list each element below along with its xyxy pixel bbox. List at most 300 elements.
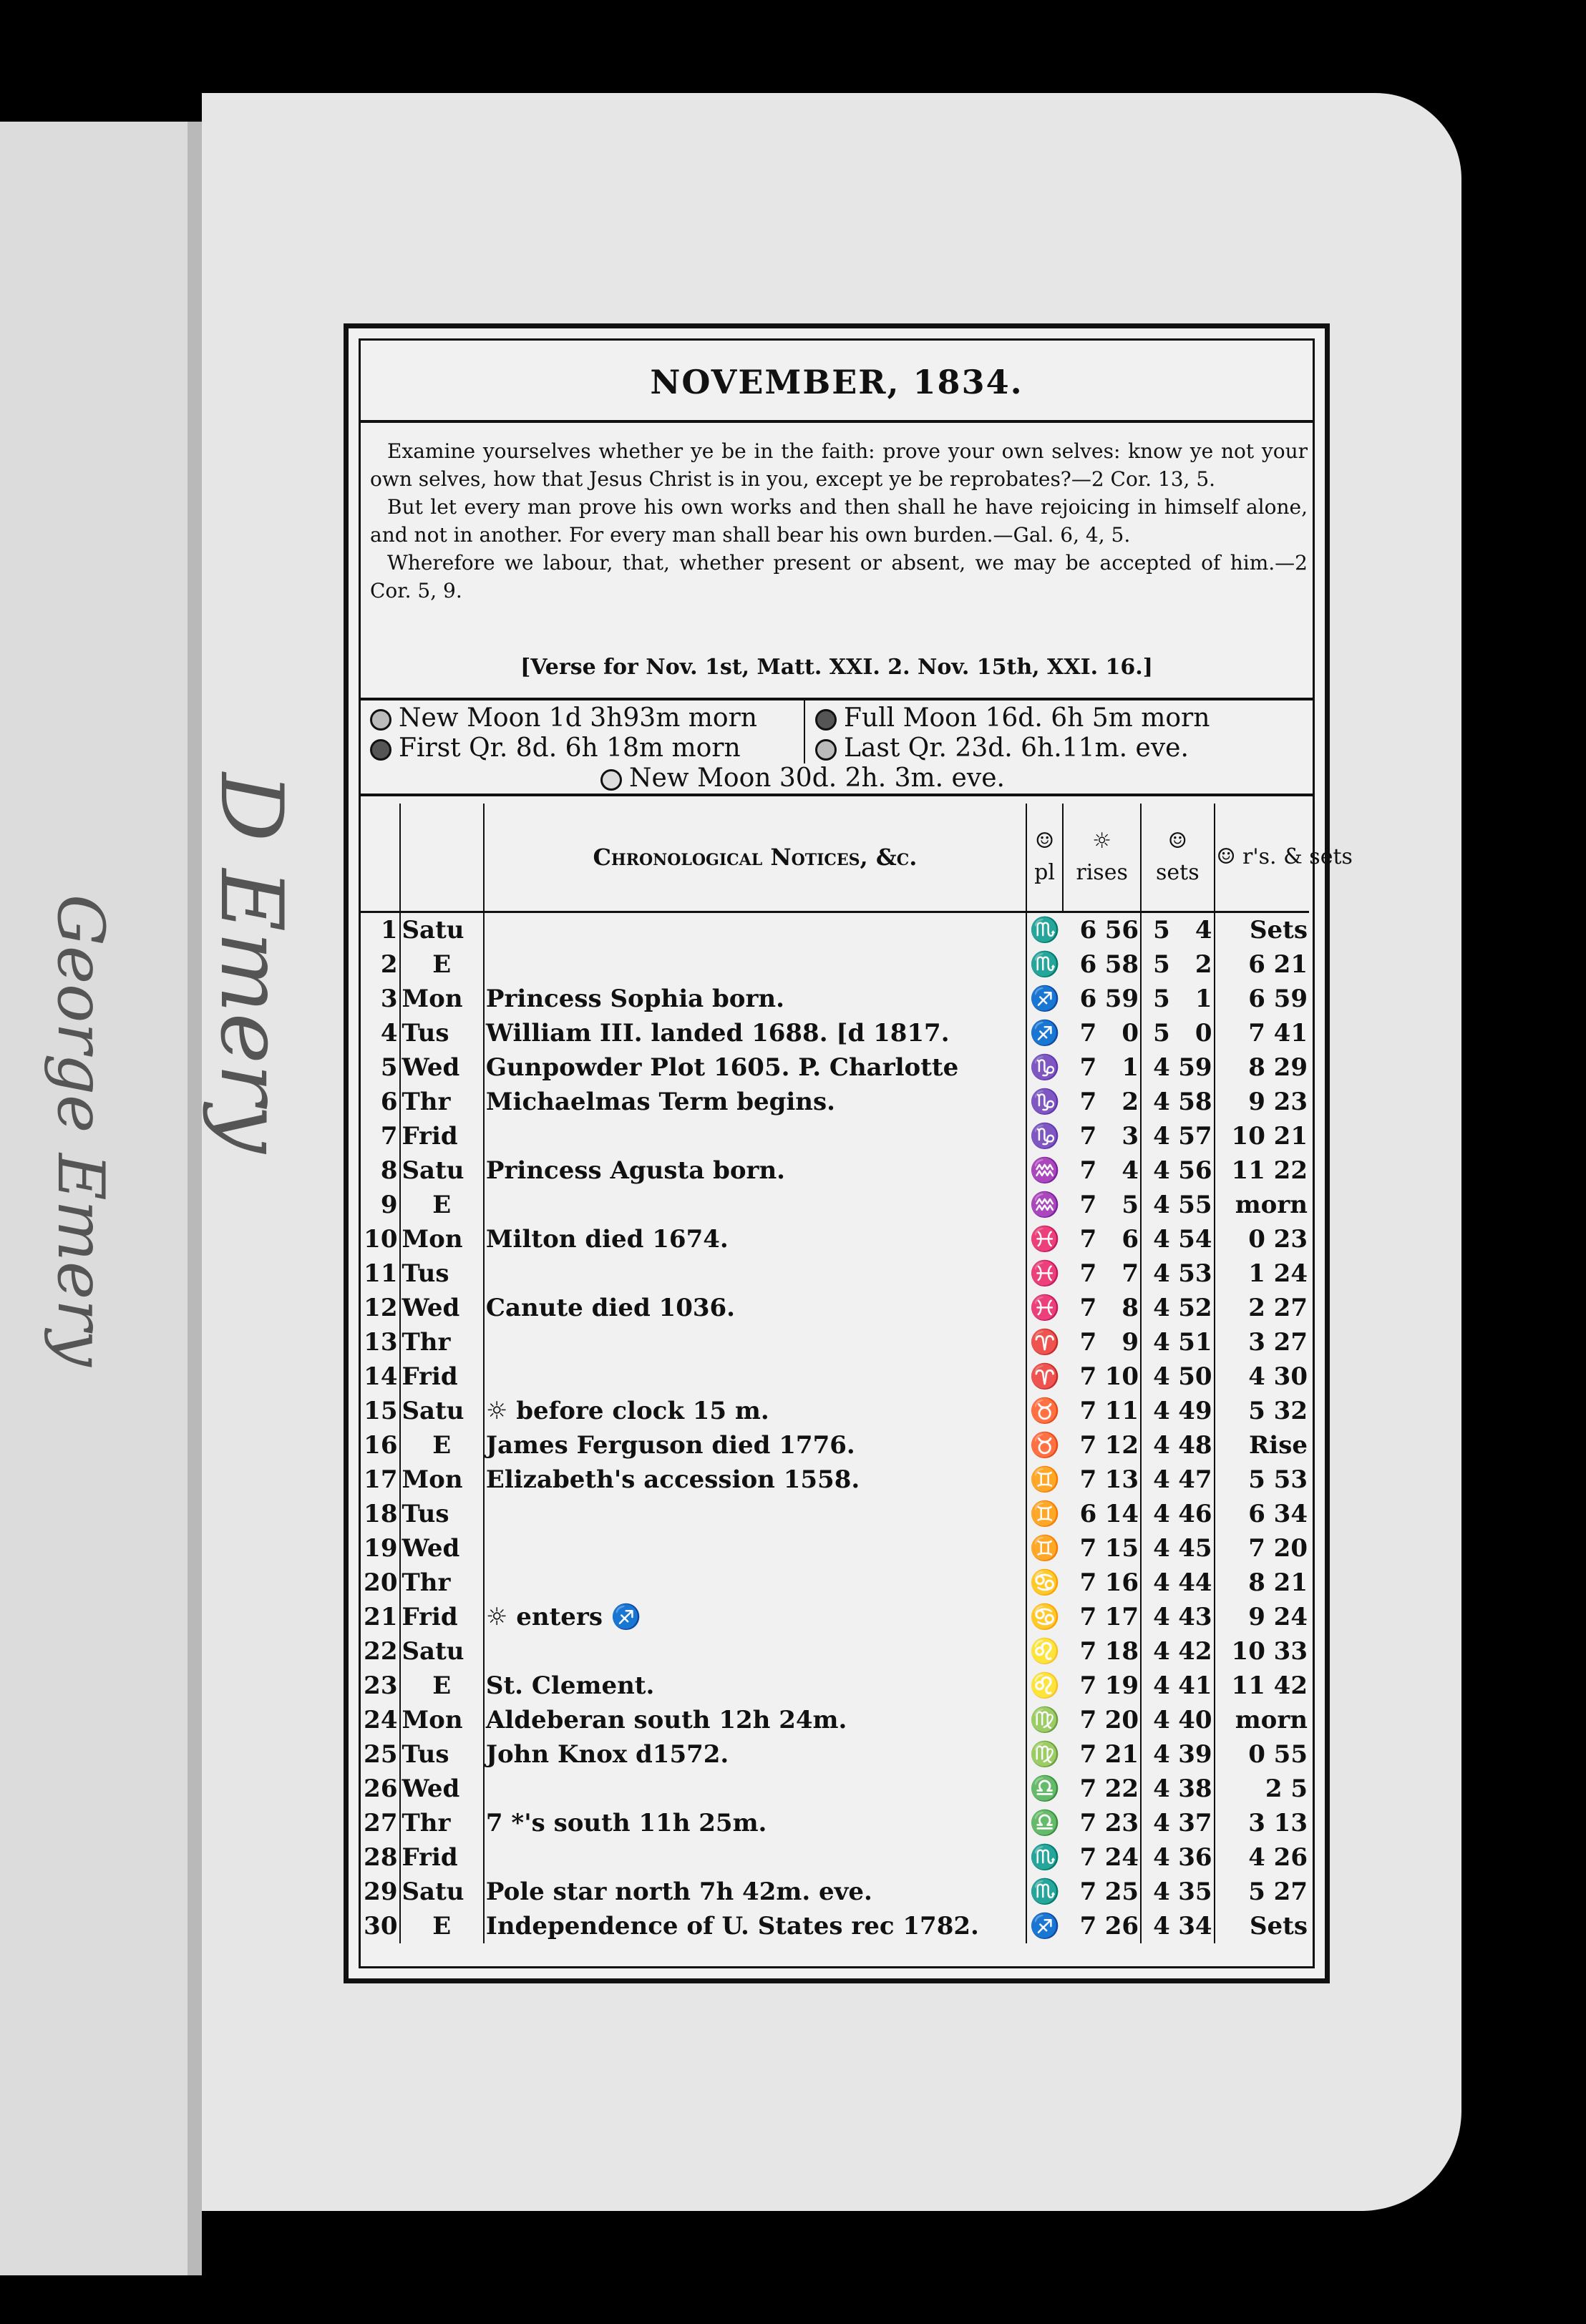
sun-rises-minute: 14	[1104, 1500, 1139, 1528]
sun-rises-minute: 7	[1122, 1259, 1139, 1288]
weekday: Satu	[400, 912, 484, 948]
sun-sets-hour: 4	[1141, 1840, 1172, 1875]
sun-rises-minute: 18	[1104, 1637, 1139, 1666]
moon-rises-sets: Sets	[1215, 912, 1309, 948]
day-number: 24	[364, 1706, 398, 1734]
sun-sets-minute: 38	[1178, 1774, 1212, 1803]
sun-rises-minute: 23	[1104, 1809, 1139, 1837]
table-row	[360, 1428, 1309, 1463]
day-number: 28	[364, 1843, 398, 1872]
table-row	[360, 1840, 1309, 1875]
notice: St. Clement.	[484, 1669, 1026, 1703]
notice: Elizabeth's accession 1558.	[484, 1463, 1026, 1497]
moon-rises-sets: 6 34	[1215, 1497, 1309, 1531]
weekday: Satu	[400, 1153, 484, 1188]
sun-rises-minute: 12	[1104, 1431, 1139, 1460]
day-number: 22	[364, 1637, 398, 1666]
sun-sets-minute: 2	[1195, 950, 1212, 979]
day-number: 18	[364, 1500, 398, 1528]
notice	[484, 1772, 1026, 1806]
moon-rises-sets: 2 5	[1215, 1772, 1309, 1806]
sun-rises-hour: 7	[1079, 1397, 1097, 1425]
sun-rises-hour: 7	[1079, 1328, 1097, 1357]
moon-sign: ♉	[1026, 1428, 1063, 1463]
sun-rises-hour: 6	[1079, 1500, 1097, 1528]
sun-rises-minute: 17	[1104, 1603, 1139, 1631]
sun-rises-hour: 7	[1079, 1774, 1097, 1803]
moon-rises-sets: 7 20	[1215, 1531, 1309, 1566]
table-row	[360, 1325, 1309, 1359]
moon-rises-sets: 11 22	[1215, 1153, 1309, 1188]
weekday: Tus	[400, 1737, 484, 1772]
table-row	[360, 1256, 1309, 1291]
sun-rises-minute: 20	[1104, 1706, 1139, 1734]
moon-rises-sets: 5 53	[1215, 1463, 1309, 1497]
moon-rises-sets: 4 26	[1215, 1840, 1309, 1875]
sun-sets-hour: 4	[1141, 1806, 1172, 1840]
sun-rises-minute: 1	[1122, 1053, 1139, 1082]
sun-sets-minute: 46	[1178, 1500, 1212, 1528]
day-number: 6	[380, 1088, 398, 1116]
day-number: 4	[380, 1019, 398, 1048]
table-row	[360, 1737, 1309, 1772]
sun-sets-hour: 4	[1141, 1291, 1172, 1325]
moon-sign: ♊	[1026, 1497, 1063, 1531]
verse-1: Examine yourselves whether ye be in the faith: prove your own selves: know ye not your own selves, how that Jesus Christ is in you, except ye be reprobates?—2 Cor. 13, 5.	[370, 439, 1308, 491]
table-row	[360, 1085, 1309, 1119]
sun-rises-hour: 7	[1079, 1088, 1097, 1116]
moon-sign: ♋	[1026, 1566, 1063, 1600]
sun-sets-minute: 36	[1178, 1843, 1212, 1872]
book-spine	[188, 122, 202, 2275]
sun-rises-minute: 3	[1122, 1122, 1139, 1151]
day-number: 26	[364, 1774, 398, 1803]
day-number: 2	[380, 950, 398, 979]
sun-rises-hour: 7	[1079, 1156, 1097, 1185]
sun-rises-minute: 16	[1104, 1568, 1139, 1597]
header-rises: ☼ rises	[1063, 804, 1141, 912]
weekday: Satu	[400, 1634, 484, 1669]
weekday: Tus	[400, 1016, 484, 1050]
sun-sets-hour: 4	[1141, 1909, 1172, 1943]
day-number: 10	[364, 1225, 398, 1254]
sun-rises-minute: 2	[1122, 1088, 1139, 1116]
table-row	[360, 1188, 1309, 1222]
sun-rises-hour: 7	[1079, 1465, 1097, 1494]
sun-rises-minute: 25	[1104, 1878, 1139, 1906]
calendar-frame	[344, 323, 1353, 1983]
moon-sign: ♊	[1026, 1463, 1063, 1497]
moon-sign: ♊	[1026, 1531, 1063, 1566]
weekday: E	[400, 1669, 484, 1703]
sun-rises-hour: 7	[1079, 1053, 1097, 1082]
calendar-table	[360, 804, 1353, 1943]
weekday: Frid	[400, 1840, 484, 1875]
weekday: Frid	[400, 1359, 484, 1394]
day-number: 29	[364, 1878, 398, 1906]
notice: Canute died 1036.	[484, 1291, 1026, 1325]
sun-sets-minute: 54	[1178, 1225, 1212, 1254]
sun-rises-hour: 7	[1079, 1706, 1097, 1734]
moon-sign: ♑	[1026, 1085, 1063, 1119]
moon-rises-sets: 8 21	[1215, 1566, 1309, 1600]
sun-sets-minute: 0	[1195, 1019, 1212, 1048]
moon-sign: ♉	[1026, 1394, 1063, 1428]
notice	[484, 947, 1026, 982]
sun-sets-minute: 51	[1178, 1328, 1212, 1357]
phase-first-quarter: First Qr. 8d. 6h 18m morn	[370, 733, 741, 763]
sun-sets-minute: 44	[1178, 1568, 1212, 1597]
moon-rises-sets: 0 55	[1215, 1737, 1309, 1772]
weekday: Satu	[400, 1875, 484, 1909]
sun-sets-minute: 43	[1178, 1603, 1212, 1631]
sun-rises-hour: 6	[1079, 985, 1097, 1013]
sun-sets-hour: 4	[1141, 1119, 1172, 1153]
moon-phases	[360, 698, 1313, 796]
moon-sign: ♐	[1026, 1909, 1063, 1943]
table-row	[360, 1119, 1309, 1153]
sun-rises-minute: 5	[1122, 1191, 1139, 1219]
phase-new-moon-2: New Moon 30d. 2h. 3m. eve.	[600, 763, 1005, 793]
moon-rises-sets: 10 33	[1215, 1634, 1309, 1669]
notice	[484, 1325, 1026, 1359]
moon-rises-sets: 7 41	[1215, 1016, 1309, 1050]
day-number: 3	[380, 985, 398, 1013]
moon-rises-sets: 5 32	[1215, 1394, 1309, 1428]
table-row	[360, 1222, 1309, 1256]
moon-sign: ♎	[1026, 1806, 1063, 1840]
sun-rises-minute: 4	[1122, 1156, 1139, 1185]
new-moon-face-icon	[600, 769, 622, 791]
moon-sign: ♎	[1026, 1772, 1063, 1806]
sun-rises-hour: 7	[1079, 1534, 1097, 1563]
table-row	[360, 1600, 1309, 1634]
day-number: 25	[364, 1740, 398, 1769]
title-rule	[360, 420, 1313, 423]
phase-last-quarter: Last Qr. 23d. 6h.11m. eve.	[815, 733, 1189, 763]
table-row	[360, 912, 1309, 948]
sun-sets-hour: 5	[1141, 912, 1172, 948]
moon-sign: ♏	[1026, 1840, 1063, 1875]
verse-2: But let every man prove his own works and then shall he have rejoicing in himself alone, and not in another. For every man shall bear his own burden.—Gal. 6, 4, 5.	[370, 495, 1308, 547]
sun-rises-minute: 0	[1122, 1019, 1139, 1048]
notice	[484, 1497, 1026, 1531]
moon-sign: ♑	[1026, 1119, 1063, 1153]
moon-sign: ♍	[1026, 1737, 1063, 1772]
notice	[484, 1359, 1026, 1394]
weekday: Satu	[400, 1394, 484, 1428]
sun-sets-minute: 4	[1195, 916, 1212, 944]
day-number: 12	[364, 1294, 398, 1322]
sun-sets-icon: ☺	[1167, 829, 1187, 854]
sun-rises-minute: 58	[1104, 950, 1139, 979]
sun-rises-hour: 7	[1079, 1294, 1097, 1322]
moon-rises-sets: 9 24	[1215, 1600, 1309, 1634]
header-notices: Chronological Notices, &c.	[484, 804, 1026, 912]
first-quarter-icon	[370, 739, 391, 761]
sun-sets-hour: 4	[1141, 1531, 1172, 1566]
sun-sets-minute: 55	[1178, 1191, 1212, 1219]
sun-sets-hour: 4	[1141, 1600, 1172, 1634]
phase-divider	[804, 700, 805, 763]
sun-sets-hour: 4	[1141, 1188, 1172, 1222]
moon-sign: ♌	[1026, 1669, 1063, 1703]
day-number: 15	[364, 1397, 398, 1425]
notice: John Knox d1572.	[484, 1737, 1026, 1772]
day-number: 17	[364, 1465, 398, 1494]
sun-sets-hour: 4	[1141, 1325, 1172, 1359]
moon-sign: ♓	[1026, 1256, 1063, 1291]
header-sets: ☺ sets	[1141, 804, 1215, 912]
weekday: E	[400, 947, 484, 982]
weekday: Tus	[400, 1497, 484, 1531]
table-row	[360, 1497, 1309, 1531]
sun-sets-minute: 47	[1178, 1465, 1212, 1494]
sun-rises-hour: 7	[1079, 1603, 1097, 1631]
day-number: 11	[364, 1259, 398, 1288]
sun-rises-hour: 7	[1079, 1912, 1097, 1940]
sun-sets-minute: 35	[1178, 1878, 1212, 1906]
moon-header-icon: ☺	[1035, 829, 1054, 854]
notice: William III. landed 1688. [d 1817.	[484, 1016, 1026, 1050]
moon-rises-sets: 9 23	[1215, 1085, 1309, 1119]
moon-rises-sets: 2 27	[1215, 1291, 1309, 1325]
table-row	[360, 1772, 1309, 1806]
sun-sets-minute: 50	[1178, 1362, 1212, 1391]
day-number: 14	[364, 1362, 398, 1391]
sun-sets-minute: 37	[1178, 1809, 1212, 1837]
notice: Gunpowder Plot 1605. P. Charlotte	[484, 1050, 1026, 1085]
weekday: Wed	[400, 1050, 484, 1085]
table-row	[360, 1875, 1309, 1909]
weekday: Mon	[400, 1703, 484, 1737]
sun-rises-minute: 13	[1104, 1465, 1139, 1494]
sun-rises-minute: 22	[1104, 1774, 1139, 1803]
sun-sets-hour: 4	[1141, 1463, 1172, 1497]
moon-rises-sets: 1 24	[1215, 1256, 1309, 1291]
notice: 7 *'s south 11h 25m.	[484, 1806, 1026, 1840]
moon-rises-sets: Sets	[1215, 1909, 1309, 1943]
moon-rises-sets: 5 27	[1215, 1875, 1309, 1909]
sun-rises-minute: 9	[1122, 1328, 1139, 1357]
moon-rises-sets: 4 30	[1215, 1359, 1309, 1394]
table-row	[360, 947, 1309, 982]
day-number: 8	[380, 1156, 398, 1185]
sun-rises-hour: 7	[1079, 1191, 1097, 1219]
sun-rises-minute: 59	[1104, 985, 1139, 1013]
notice: Milton died 1674.	[484, 1222, 1026, 1256]
header-moon-rises-sets: ☺ r's. & sets	[1215, 804, 1309, 912]
day-number: 7	[380, 1122, 398, 1151]
sun-rises-minute: 56	[1104, 916, 1139, 944]
sun-sets-hour: 4	[1141, 1222, 1172, 1256]
sun-sets-minute: 40	[1178, 1706, 1212, 1734]
notice	[484, 912, 1026, 948]
header-weekday	[400, 804, 484, 912]
sun-rises-hour: 7	[1079, 1225, 1097, 1254]
sun-rises-hour: 7	[1079, 1431, 1097, 1460]
moon-rises-sets: morn	[1215, 1188, 1309, 1222]
weekday: Wed	[400, 1531, 484, 1566]
sun-rises-hour: 7	[1079, 1671, 1097, 1700]
sun-rises-minute: 15	[1104, 1534, 1139, 1563]
sun-rises-minute: 11	[1104, 1397, 1139, 1425]
moon-sign: ♐	[1026, 1016, 1063, 1050]
phase-new-moon: New Moon 1d 3h93m morn	[370, 703, 757, 733]
sun-sets-minute: 48	[1178, 1431, 1212, 1460]
weekday: Thr	[400, 1085, 484, 1119]
sun-sets-minute: 56	[1178, 1156, 1212, 1185]
weekday: Wed	[400, 1291, 484, 1325]
sun-sets-minute: 39	[1178, 1740, 1212, 1769]
table-row	[360, 1359, 1309, 1394]
moon-rises-sets: 3 13	[1215, 1806, 1309, 1840]
sun-rises-minute: 8	[1122, 1294, 1139, 1322]
weekday: Thr	[400, 1806, 484, 1840]
phase-full-moon: Full Moon 16d. 6h 5m morn	[815, 703, 1210, 733]
notice: ☼ enters ♐	[484, 1600, 1026, 1634]
sun-sets-hour: 4	[1141, 1359, 1172, 1394]
sun-rises-hour: 7	[1079, 1259, 1097, 1288]
sun-sets-hour: 5	[1141, 947, 1172, 982]
sun-rises-hour: 6	[1079, 950, 1097, 979]
notice: Princess Sophia born.	[484, 982, 1026, 1016]
table-row	[360, 1806, 1309, 1840]
moon-rises-sets: 6 59	[1215, 982, 1309, 1016]
sun-sets-hour: 4	[1141, 1737, 1172, 1772]
sun-sets-hour: 4	[1141, 1634, 1172, 1669]
notice	[484, 1256, 1026, 1291]
moon-rises-sets: morn	[1215, 1703, 1309, 1737]
weekday: Wed	[400, 1772, 484, 1806]
sun-sets-minute: 34	[1178, 1912, 1212, 1940]
moon-sign: ♈	[1026, 1359, 1063, 1394]
sun-rises-hour: 7	[1079, 1843, 1097, 1872]
sun-rises-icon: ☼	[1092, 829, 1112, 854]
day-number: 21	[364, 1603, 398, 1631]
sun-rises-minute: 26	[1104, 1912, 1139, 1940]
notice: ☼ before clock 15 m.	[484, 1394, 1026, 1428]
table-row	[360, 1394, 1309, 1428]
notice: Aldeberan south 12h 24m.	[484, 1703, 1026, 1737]
table-row	[360, 1703, 1309, 1737]
day-number: 9	[380, 1191, 398, 1219]
sun-rises-minute: 21	[1104, 1740, 1139, 1769]
sun-rises-hour: 7	[1079, 1740, 1097, 1769]
moon-rises-sets: 0 23	[1215, 1222, 1309, 1256]
sun-sets-minute: 57	[1178, 1122, 1212, 1151]
table-row	[360, 1463, 1309, 1497]
sun-sets-hour: 4	[1141, 1669, 1172, 1703]
sun-sets-hour: 4	[1141, 1256, 1172, 1291]
moon-rises-sets: 11 42	[1215, 1669, 1309, 1703]
sun-rises-hour: 7	[1079, 1637, 1097, 1666]
sun-sets-minute: 41	[1178, 1671, 1212, 1700]
header-pl: ☺ pl	[1026, 804, 1063, 912]
weekday: E	[400, 1188, 484, 1222]
weekday: Mon	[400, 1222, 484, 1256]
sun-sets-hour: 4	[1141, 1497, 1172, 1531]
sun-rises-hour: 7	[1079, 1019, 1097, 1048]
weekday: Thr	[400, 1325, 484, 1359]
table-row	[360, 1531, 1309, 1566]
moon-sign: ♏	[1026, 912, 1063, 948]
table-row	[360, 1634, 1309, 1669]
scripture-verses	[370, 437, 1308, 605]
sun-sets-minute: 58	[1178, 1088, 1212, 1116]
moon-rises-sets: 8 29	[1215, 1050, 1309, 1085]
table-row	[360, 1566, 1309, 1600]
weekday: Frid	[400, 1600, 484, 1634]
last-quarter-icon	[815, 739, 837, 761]
moon-sign: ♈	[1026, 1325, 1063, 1359]
notice	[484, 1566, 1026, 1600]
table-row	[360, 1291, 1309, 1325]
notice	[484, 1531, 1026, 1566]
notice	[484, 1188, 1026, 1222]
sun-sets-minute: 53	[1178, 1259, 1212, 1288]
table-row	[360, 1153, 1309, 1188]
sun-rises-hour: 7	[1079, 1809, 1097, 1837]
notice: Pole star north 7h 42m. eve.	[484, 1875, 1026, 1909]
moon-sign: ♐	[1026, 982, 1063, 1016]
moon-rs-icon: ☺	[1216, 844, 1236, 869]
weekday: E	[400, 1909, 484, 1943]
sun-sets-minute: 52	[1178, 1294, 1212, 1322]
moon-sign: ♋	[1026, 1600, 1063, 1634]
handwritten-name-2: George Emery	[43, 894, 118, 1367]
sun-rises-hour: 7	[1079, 1122, 1097, 1151]
sun-rises-minute: 19	[1104, 1671, 1139, 1700]
notice: Michaelmas Term begins.	[484, 1085, 1026, 1119]
sun-sets-hour: 4	[1141, 1875, 1172, 1909]
sun-sets-minute: 49	[1178, 1397, 1212, 1425]
table-header-row	[360, 804, 1309, 912]
day-number: 19	[364, 1534, 398, 1563]
moon-sign: ♑	[1026, 1050, 1063, 1085]
sun-sets-hour: 4	[1141, 1394, 1172, 1428]
sun-rises-hour: 6	[1079, 916, 1097, 944]
weekday: Thr	[400, 1566, 484, 1600]
moon-sign: ♓	[1026, 1222, 1063, 1256]
table-row	[360, 1909, 1309, 1943]
moon-rises-sets: Rise	[1215, 1428, 1309, 1463]
day-number: 30	[364, 1912, 398, 1940]
weekday: Mon	[400, 1463, 484, 1497]
moon-sign: ♓	[1026, 1291, 1063, 1325]
new-moon-icon	[370, 709, 391, 731]
moon-rises-sets: 3 27	[1215, 1325, 1309, 1359]
sun-sets-minute: 45	[1178, 1534, 1212, 1563]
sun-sets-hour: 4	[1141, 1428, 1172, 1463]
sun-sets-hour: 4	[1141, 1050, 1172, 1085]
table-row	[360, 1016, 1309, 1050]
moon-sign: ♏	[1026, 1875, 1063, 1909]
moon-rises-sets: 10 21	[1215, 1119, 1309, 1153]
weekday: Mon	[400, 982, 484, 1016]
moon-sign: ♍	[1026, 1703, 1063, 1737]
notice: Independence of U. States rec 1782.	[484, 1909, 1026, 1943]
moon-sign: ♏	[1026, 947, 1063, 982]
sun-sets-hour: 5	[1141, 1016, 1172, 1050]
notice	[484, 1634, 1026, 1669]
moon-rises-sets: 6 21	[1215, 947, 1309, 982]
notice	[484, 1119, 1026, 1153]
sun-sets-minute: 1	[1195, 985, 1212, 1013]
day-number: 23	[364, 1671, 398, 1700]
sun-sets-hour: 4	[1141, 1703, 1172, 1737]
notice	[484, 1840, 1026, 1875]
